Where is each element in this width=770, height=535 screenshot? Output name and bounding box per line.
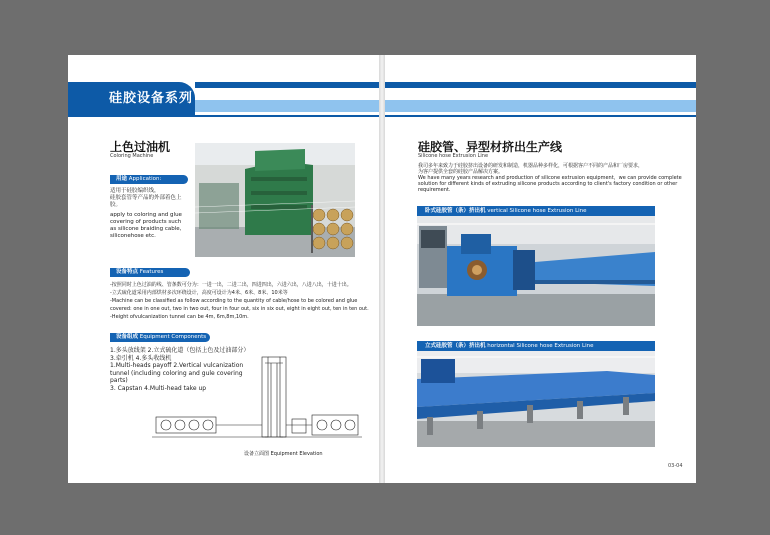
- header-band-dark: [385, 82, 696, 88]
- photo2-label-cn: 立式硅胶管（条）挤出机: [425, 343, 486, 349]
- intro-line: 我司多年来致力于硅胶挤出设备的研发和制造，机器品种多样化，可根据客户不同的产品和厂房要求，: [418, 163, 644, 169]
- header-rule: [68, 115, 379, 117]
- features-line: covered: one in one out, two in two out, four in four out, six in six out, eight in eight out, ten in ten out.: [110, 306, 369, 312]
- photo2-label-en: horizontal Silicone hose Extrusion Line: [487, 343, 594, 349]
- photo1-label-cn: 卧式硅胶管（条）挤出机: [425, 208, 486, 214]
- page-number: 03-04: [668, 463, 683, 469]
- header-rule: [385, 115, 696, 117]
- components-line: 1.Multi-heads payoff 2.Vertical vulcanization: [110, 362, 244, 369]
- extrusion-line-title: 硅胶管、异型材挤出生产线: [418, 140, 563, 154]
- left-page: [68, 55, 379, 483]
- coloring-machine-title: 上色过油机: [110, 140, 171, 154]
- features-text: [110, 281, 375, 321]
- components-line: tunnel (including coloring and gule covering: [110, 369, 243, 377]
- components-label-en: Equipment Components: [139, 334, 207, 340]
- application-text: [110, 188, 192, 240]
- features-label: [110, 268, 190, 277]
- application-cn-line: 硅胶套管等产品的外部着色上胶。: [110, 195, 182, 208]
- equipment-elevation-drawing: [152, 353, 362, 445]
- photo1-label-en: vertical Silicone hose Extrusion Line: [487, 208, 587, 214]
- features-line: -立式硫化道采用内部烘材多次环绕设计，高度可设计为4米、6米、8米、10米等: [110, 290, 288, 296]
- intro-line: We have many years research and production of silicone extrusion equipment，we can provide complete: [418, 175, 682, 181]
- extrusion-line-subtitle: Silicone hose Extrusion Line: [418, 153, 489, 159]
- right-page: [385, 55, 696, 483]
- photo1-label: [417, 206, 655, 216]
- intro-line: solution for different kinds of extruding silicone products according to client's factory condition or other requirement.: [418, 181, 678, 193]
- coloring-machine-photo: [195, 143, 355, 257]
- application-en-line: siliconehose etc.: [110, 233, 156, 239]
- components-line: 3. Capstan 4.Multi-head take up: [110, 384, 207, 392]
- application-label-cn: 用途: [116, 176, 128, 182]
- application-cn-line: 适用于硅胶编织线，: [110, 188, 160, 194]
- elevation-caption: 设备立面图 Equipment Elevation: [244, 451, 323, 457]
- intro-text: [418, 163, 693, 193]
- section-tab: 硅胶设备系列: [68, 82, 195, 115]
- horizontal-extrusion-line-photo: [417, 351, 655, 447]
- intro-line: 为客户提供全套的硅胶产品解决方案。: [418, 169, 504, 175]
- components-label-cn: 设备组成: [116, 334, 139, 340]
- header-band-light: [195, 100, 379, 112]
- header-band-light: [385, 100, 696, 112]
- features-line: -按照同时上色过油的线、管条数可分为：一进一出，二进二出，四进四出，六进六出，八进八出，十进十出。: [110, 282, 352, 288]
- components-label: [110, 333, 210, 342]
- components-line: 1.多头放线架 2.立式硫化道（包括上色及过油部分）: [110, 347, 250, 354]
- application-label-en: Application:: [128, 176, 162, 182]
- vertical-extrusion-line-photo: [417, 216, 655, 326]
- components-line: 3.牵引机 4.多头收线机: [110, 354, 172, 362]
- application-en-line: as silicone braiding cable,: [110, 226, 182, 232]
- photo2-label: [417, 341, 655, 351]
- header-band-dark: [195, 82, 379, 88]
- features-line: -Machine can be classified as follow according to the quantity of cable/hose to be colored and glue: [110, 298, 358, 304]
- coloring-machine-subtitle: Coloring Machine: [110, 153, 154, 159]
- components-line: parts): [110, 377, 128, 384]
- features-label-cn: 设备特点: [116, 269, 139, 275]
- features-label-en: Features: [139, 269, 164, 275]
- features-line: -Height ofvulcanization tunnel can be 4m, 6m,8m,10m.: [110, 314, 249, 320]
- application-en-line: apply to coloring and glue: [110, 212, 182, 218]
- application-en-line: covering of products such: [110, 219, 182, 225]
- application-label: [110, 175, 188, 184]
